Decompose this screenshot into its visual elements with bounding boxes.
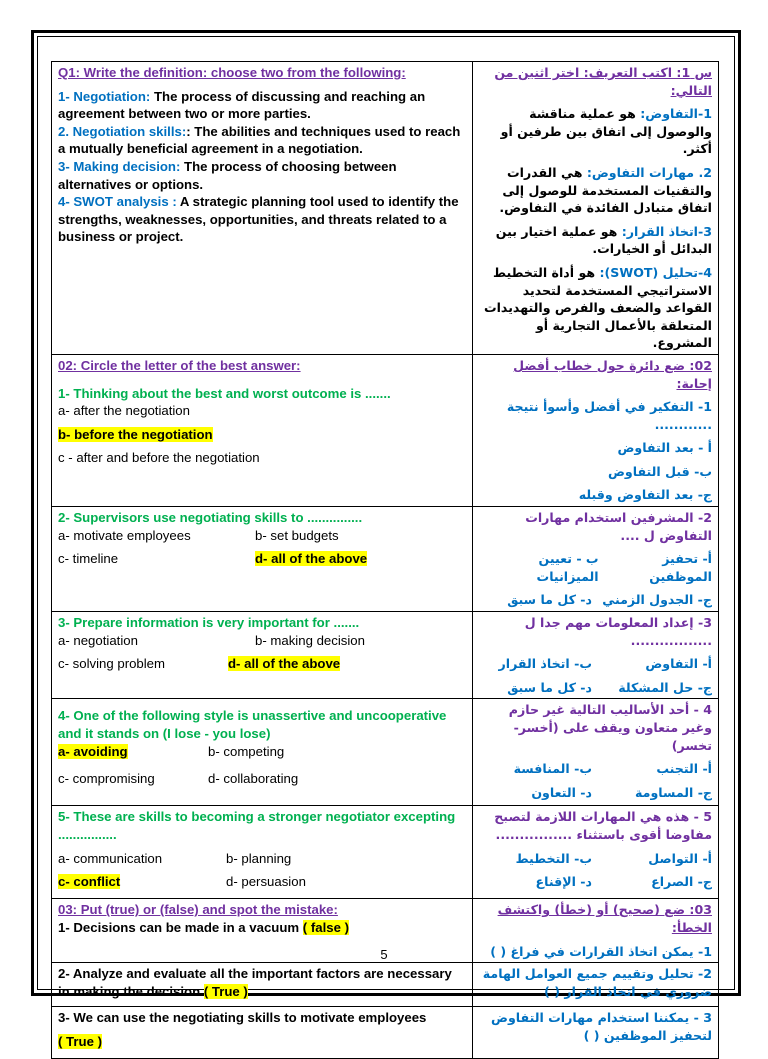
q1-def-4-ar [479, 264, 712, 352]
q2-item-2-english [52, 507, 473, 612]
def-text: A strategic planning tool used to identify the strengths, weaknesses, opportunities, and threats related to a business or project. [58, 194, 459, 245]
def-term-ar: 3-اتخاذ القرار: [621, 223, 712, 239]
q2-title-ar: 02: ضع دائرة حول خطاب أفضل إجابة: [513, 357, 712, 391]
q1-def-3-ar [479, 223, 712, 258]
q2-item-4-arabic [473, 699, 719, 806]
q1-def-1 [58, 88, 466, 123]
def-term: 1- Negotiation: [58, 88, 151, 104]
option-b-ar: ب- التخطيط [515, 850, 592, 866]
question-text: 5- These are skills to becoming a stronger negotiator excepting ................ [58, 809, 456, 842]
q2-item-5-arabic [473, 806, 719, 899]
q1-english-cell [52, 62, 473, 355]
statement-text: 1- Decisions can be made in a vacuum [58, 920, 303, 935]
statement-text: 3- We can use the negotiating skills to motivate employees [58, 1010, 427, 1026]
q1-arabic-cell [473, 62, 719, 355]
option-c-correct: c- conflict [58, 874, 121, 890]
q3-item-2-row [52, 963, 719, 1007]
q2-item-1-english [52, 354, 473, 506]
def-text: The process of discussing and reaching an agreement between two or more parties. [58, 88, 426, 122]
q2-item-5-row [52, 806, 719, 899]
answer-false: ( false ) [302, 920, 349, 935]
q2-item-2-row [52, 507, 719, 612]
question-text-ar: 4 - أحد الأساليب التالية غير حازم وغير متعاون ويقف على (أخسر- تخسر) [508, 702, 712, 753]
option-a: a- negotiation [58, 632, 138, 648]
option-b-correct: b- before the negotiation [58, 426, 213, 442]
answer-true: ( True ) [203, 983, 248, 999]
option-a: a- motivate employees [58, 527, 191, 543]
q3-title: 03: Put (true) or (false) and spot the mistake: [58, 902, 338, 918]
option-d-correct: d- all of the above [228, 656, 341, 672]
def-term: 3- Making decision: [58, 158, 181, 174]
statement-text-ar: 1- يمكن اتخاذ القرارات في فراغ ( ) [490, 943, 712, 959]
option-b: b- planning [226, 850, 292, 866]
option-a: a- after the negotiation [58, 403, 190, 419]
option-c-ar: ج- المساومة [635, 784, 712, 800]
q3-title-ar: 03: ضع (صحيح) أو (خطأ) واكتشف الخطأ: [497, 902, 712, 935]
statement-text-ar: 2- تحليل وتقييم جميع العوامل الهامة ضروري في اتخاذ القرار ( ) [482, 966, 712, 999]
question-text-ar: 2- المشرفين استخدام مهارات التفاوض ل .... [525, 510, 712, 543]
q1-def-4 [58, 193, 466, 246]
q2-item-3-english [52, 612, 473, 699]
q2-item-4-row [52, 699, 719, 806]
option-b-ar: ب- اتخاذ القرار [498, 656, 592, 672]
option-a-ar: أ- التواصل [648, 850, 712, 866]
q3-item-2-english [52, 963, 473, 1007]
q2-title: 02: Circle the letter of the best answer: [58, 357, 301, 373]
option-c-ar: ج- بعد التفاوض وقبله [578, 487, 712, 503]
q3-item-3-row [52, 1007, 719, 1059]
option-d: d- collaborating [208, 771, 299, 787]
def-term-ar: 1-التفاوض: [640, 106, 712, 122]
q2-item-4-english [52, 699, 473, 806]
option-c: c- solving problem [58, 656, 166, 672]
q3-item-2-arabic [473, 963, 719, 1007]
option-c-ar: ج- الجدول الزمني [602, 592, 712, 608]
option-d: d- persuasion [226, 874, 306, 890]
q3-item-3-english [52, 1007, 473, 1059]
q2-item-1-arabic [473, 354, 719, 506]
option-b-ar: ب - تعيين الميزانيات [536, 551, 599, 584]
question-text-ar: 3- إعداد المعلومات مهم جدا ل ................. [524, 615, 712, 648]
statement-text-ar: 3 - يمكننا استخدام مهارات التفاوض لتحفيز الموظفين ( ) [491, 1010, 712, 1043]
option-b-ar: ب- قبل التفاوض [607, 463, 712, 479]
option-b-ar: ب- المنافسة [513, 761, 592, 777]
q1-def-2-ar [479, 164, 712, 217]
option-a-correct: a- avoiding [58, 743, 128, 759]
def-term: 2. Negotiation skills: [58, 123, 187, 139]
question-text-ar: 1- التفكير في أفضل وأسوأ نتيجة ............ [506, 399, 712, 432]
q1-def-1-ar [479, 105, 712, 158]
answer-true: ( True ) [58, 1033, 102, 1049]
def-text-ar: هو عملية مناقشة والوصول إلى اتفاق بين طرفين أو أكثر. [500, 106, 712, 157]
def-text-ar: هو عملية اختيار بين البدائل أو الخيارات. [495, 223, 712, 257]
page-number: 5 [380, 947, 388, 962]
q2-item-1-row [52, 354, 719, 506]
option-a-ar: أ- تحفيز الموظفين [649, 551, 712, 584]
option-b: b- making decision [255, 632, 365, 648]
question-text: 3- Prepare information is very important for ....... [58, 615, 360, 631]
option-b: b- set budgets [255, 527, 339, 543]
question-text: 4- One of the following style is unassertive and uncooperative and it stands on (I lose - you lose) [58, 708, 447, 741]
def-term: 4- SWOT analysis : [58, 194, 177, 210]
question-text: 2- Supervisors use negotiating skills to ............... [58, 510, 363, 526]
option-b: b- competing [208, 743, 285, 759]
option-d-correct: d- all of the above [255, 551, 368, 567]
option-d-ar: د- كل ما سبق [507, 679, 592, 695]
q2-item-3-row [52, 612, 719, 699]
question-text: 1- Thinking about the best and worst outcome is ....... [58, 385, 391, 401]
q1-def-2 [58, 123, 466, 158]
def-text: The process of choosing between alternatives or options. [58, 158, 397, 192]
option-c: c- compromising [58, 771, 155, 787]
q2-item-5-english [52, 806, 473, 899]
q1-row [52, 62, 719, 355]
qa-table [51, 61, 719, 1059]
option-a-ar: أ- التجنب [656, 761, 712, 777]
q2-item-3-arabic [473, 612, 719, 699]
option-d-ar: د- كل ما سبق [507, 592, 592, 608]
q1-def-3 [58, 158, 466, 193]
question-text-ar: 5 - هذه هي المهارات اللازمة لتصبح مفاوضا أقوى باستثناء ................ [494, 809, 712, 842]
option-c: c- timeline [58, 551, 119, 567]
q2-item-2-arabic [473, 507, 719, 612]
def-term-ar: 2. مهارات التفاوض: [586, 164, 712, 180]
q3-item-3-arabic [473, 1007, 719, 1059]
q1-title-ar: س 1: اكتب التعريف: اختر اثنين من التالي: [494, 65, 712, 98]
option-c-ar: ج- حل المشكلة [618, 679, 712, 695]
option-d-ar: د- التعاون [531, 784, 592, 800]
q1-title: Q1: Write the definition: choose two from the following: [58, 65, 406, 80]
option-c-ar: ج- الصراع [651, 874, 712, 890]
def-text-ar: هو أداة التخطيط الاستراتيجي المستخدمة لتحديد القواعد والضعف والفرص والتهديدات المتعلقة بالأعمال التجارية أو المشروع. [483, 264, 712, 351]
statement-text: 2- Analyze and evaluate all the important factors are necessary in making the decision [58, 966, 452, 999]
option-a-ar: أ- التفاوض [645, 656, 712, 672]
option-a-ar: أ - بعد التفاوض [617, 440, 712, 456]
option-a: a- communication [58, 850, 163, 866]
def-text: : The abilities and techniques used to reach a mutually beneficial agreement in a negotiation. [58, 123, 461, 157]
option-d-ar: د- الإقناع [535, 874, 592, 890]
option-c: c - after and before the negotiation [58, 450, 260, 466]
def-text-ar: هي القدرات والتقنيات المستخدمة للوصول إلى اتفاق متبادل الفائدة في التفاوض. [499, 164, 712, 216]
def-term-ar: 4-تحليل (SWOT): [599, 264, 712, 280]
